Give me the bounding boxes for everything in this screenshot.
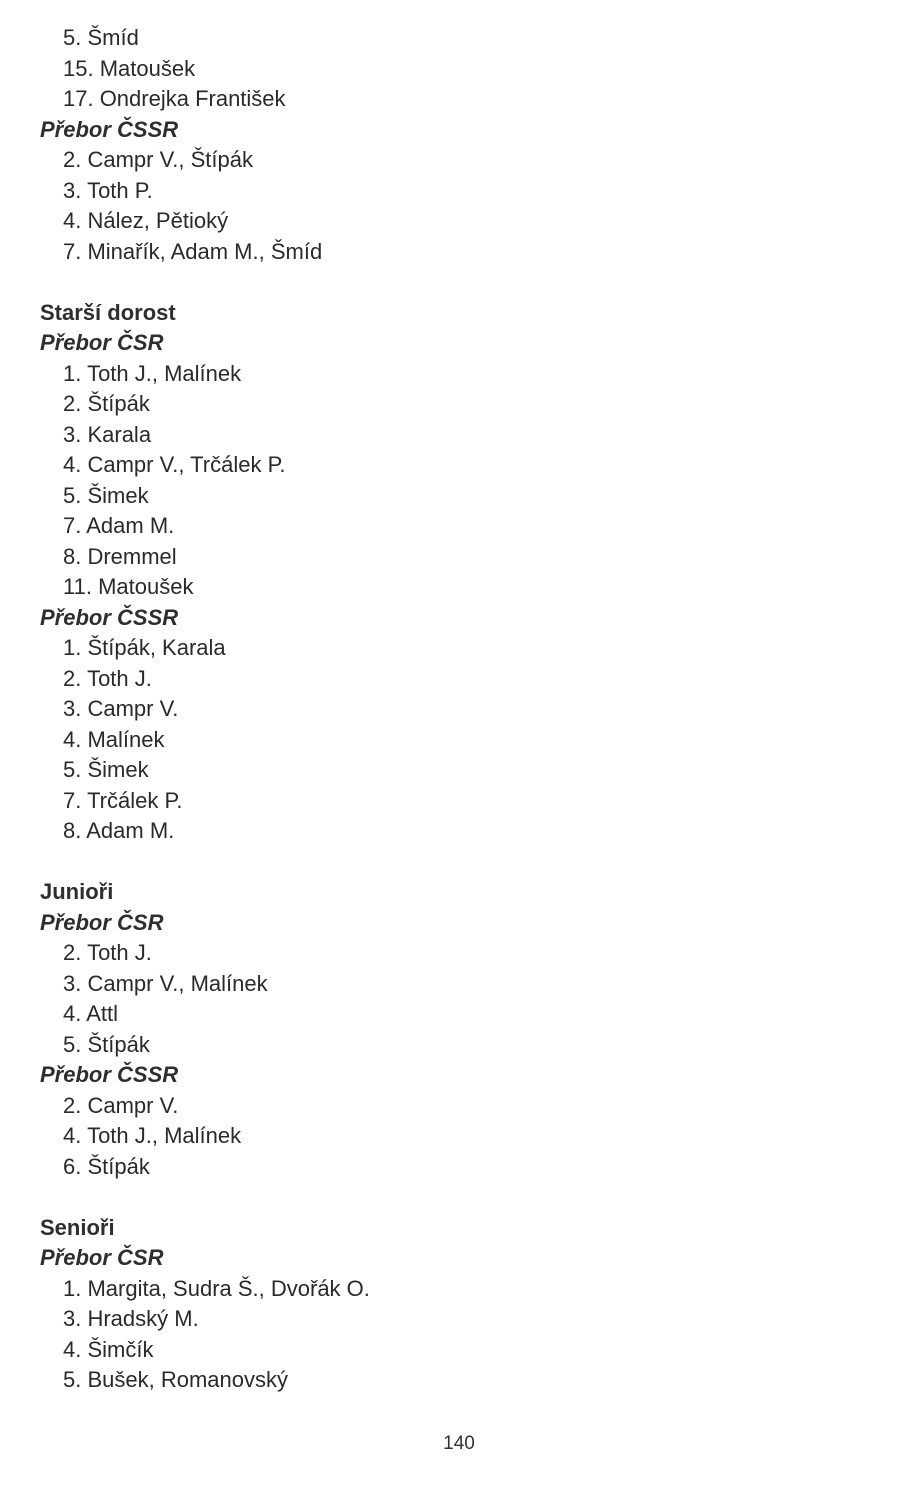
results-block xyxy=(40,877,860,1182)
result-entry: 7. Minařík, Adam M., Šmíd xyxy=(63,238,323,264)
result-entry: 1. Toth J., Malínek xyxy=(63,360,242,386)
competition-title: Přebor ČSR xyxy=(40,909,164,935)
competition-group xyxy=(40,328,860,603)
result-entry: 1. Štípák, Karala xyxy=(63,635,226,660)
block-spacer xyxy=(40,267,860,298)
competition-group xyxy=(40,603,860,847)
result-entry: 15. Matoušek xyxy=(63,55,196,81)
result-entry: 5. Šmíd xyxy=(63,25,139,50)
result-entry: 3. Toth P. xyxy=(63,177,153,203)
result-entry: 3. Hradský M. xyxy=(63,1306,199,1331)
result-entry: 4. Campr V., Trčálek P. xyxy=(63,452,286,477)
result-entry: 5. Štípák xyxy=(63,1031,150,1057)
result-entry: 3. Karala xyxy=(63,421,152,447)
competition-title: Přebor ČSSR xyxy=(40,116,179,142)
result-entry: 1. Margita, Sudra Š., Dvořák O. xyxy=(63,1275,370,1301)
result-entry: 8. Adam M. xyxy=(63,818,175,843)
section-heading: Starší dorost xyxy=(40,299,176,325)
competition-title: Přebor ČSR xyxy=(40,330,164,355)
results-block xyxy=(40,298,860,847)
result-entry: 8. Dremmel xyxy=(63,543,177,569)
section-heading: Senioři xyxy=(40,1214,115,1240)
result-entry: 7. Trčálek P. xyxy=(63,787,183,813)
result-entry: 2. Toth J. xyxy=(63,665,152,691)
competition-group xyxy=(40,1060,860,1182)
result-entry: 3. Campr V., Malínek xyxy=(63,970,268,996)
result-entry: 4. Nález, Pětioký xyxy=(63,208,229,233)
competition-title: Přebor ČSSR xyxy=(40,1062,179,1087)
competition-group xyxy=(40,908,860,1061)
result-entry: 2. Štípák xyxy=(63,391,150,416)
results-block xyxy=(40,23,860,267)
competition-title: Přebor ČSR xyxy=(40,1245,164,1270)
page-number: 140 xyxy=(443,1433,475,1454)
result-entry: 4. Attl xyxy=(63,1001,119,1026)
result-entry: 2. Toth J. xyxy=(63,940,152,965)
result-entry: 11. Matoušek xyxy=(63,574,194,599)
results-list xyxy=(40,23,860,1396)
result-entry: 3. Campr V. xyxy=(63,696,179,721)
result-entry: 2. Campr V. xyxy=(63,1092,179,1118)
results-block xyxy=(40,1213,860,1396)
result-entry: 5. Šimek xyxy=(63,757,149,782)
section-heading: Junioři xyxy=(40,879,114,904)
result-entry: 6. Štípák xyxy=(63,1153,150,1179)
competition-group xyxy=(40,23,860,115)
result-entry: 4. Šimčík xyxy=(63,1336,154,1362)
result-entry: 17. Ondrejka František xyxy=(63,86,286,111)
result-entry: 5. Bušek, Romanovský xyxy=(63,1367,288,1392)
block-spacer xyxy=(40,1182,860,1213)
result-entry: 5. Šimek xyxy=(63,482,149,508)
result-entry: 4. Toth J., Malínek xyxy=(63,1123,242,1148)
block-spacer xyxy=(40,847,860,878)
competition-group xyxy=(40,1243,860,1396)
competition-title: Přebor ČSSR xyxy=(40,604,179,630)
result-entry: 4. Malínek xyxy=(63,726,165,752)
result-entry: 2. Campr V., Štípák xyxy=(63,147,253,172)
competition-group xyxy=(40,115,860,268)
result-entry: 7. Adam M. xyxy=(63,513,175,538)
